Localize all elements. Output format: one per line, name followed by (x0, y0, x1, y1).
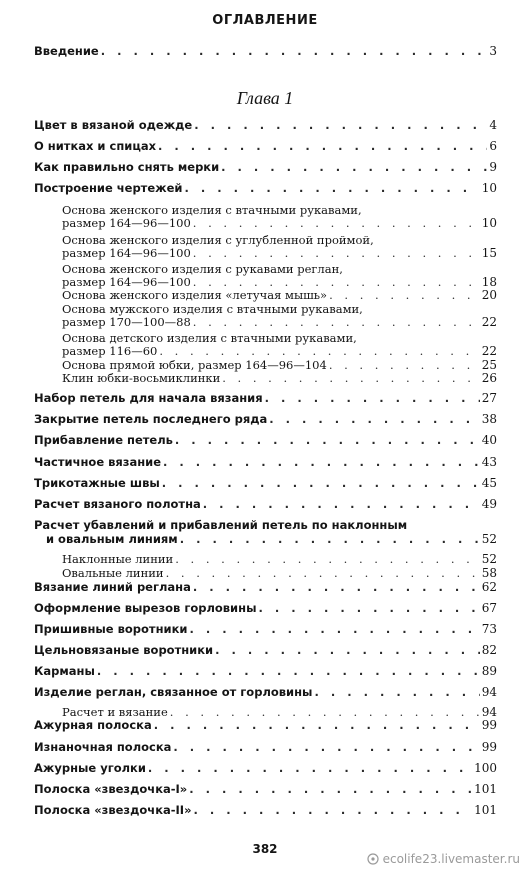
toc-entry-page: 4 (489, 118, 497, 132)
toc-entry (34, 803, 497, 817)
toc-entry-label: Прибавление петель (34, 433, 173, 447)
toc-subentry (62, 216, 497, 230)
toc-entry-page: 9 (489, 160, 497, 174)
toc-subentry-page: 58 (481, 566, 497, 580)
watermark (367, 852, 520, 866)
toc-entry-page: 27 (481, 391, 497, 405)
toc-entry (34, 601, 497, 615)
toc-subentry (62, 246, 497, 260)
dot-leader (175, 433, 480, 447)
dot-leader (173, 740, 479, 754)
toc-entry-label: Трикотажные швы (34, 476, 160, 490)
toc-entry-page: 40 (481, 433, 497, 447)
toc-subentry-page: 26 (481, 371, 497, 385)
toc-subentry-label: Клин юбки-восьмиклинки (62, 371, 221, 385)
dot-leader (184, 181, 479, 195)
watermark-text: ecolife23.livemaster.ru (382, 852, 520, 866)
toc-subentry-page: 15 (481, 246, 497, 260)
dot-leader (175, 552, 480, 566)
toc-subentry-line1: Основа женского изделия с рукавами реглан, (62, 262, 343, 276)
toc-entry-label: Изнаночная полоска (34, 740, 172, 754)
toc-entry (34, 391, 497, 405)
toc-subentry (62, 566, 497, 580)
toc-entry (34, 455, 497, 469)
toc-entry-page: 6 (489, 139, 497, 153)
toc-entry-page: 99 (481, 740, 497, 754)
toc-entry-label: Полоска «звездочка-II» (34, 803, 192, 817)
flower-icon (367, 853, 379, 865)
toc-entry-label: Закрытие петель последнего ряда (34, 412, 268, 426)
toc-entry (34, 685, 497, 699)
toc-entry-label: Набор петель для начала вязания (34, 391, 263, 405)
dot-leader (329, 358, 480, 372)
toc-entry (34, 433, 497, 447)
dot-leader (193, 315, 480, 329)
dot-leader (166, 566, 480, 580)
toc-subentry (62, 288, 497, 302)
toc-entry-page: 45 (481, 476, 497, 490)
dot-leader (265, 391, 480, 405)
toc-subentry (62, 344, 497, 358)
toc-entry (34, 118, 497, 132)
toc-entry-page: 100 (474, 761, 497, 775)
dot-leader (194, 803, 473, 817)
toc-subentry-page: 94 (481, 705, 497, 719)
page-number: 382 (252, 842, 278, 856)
toc-subentry-label: размер 164—96—100 (62, 216, 191, 230)
toc-entry-label: Построение чертежей (34, 181, 183, 195)
toc-entry (34, 160, 497, 174)
toc-entry-page: 89 (481, 664, 497, 678)
toc-entry (34, 497, 497, 511)
toc-entry-page: 73 (481, 622, 497, 636)
toc-entry (34, 181, 497, 195)
dot-leader (314, 685, 479, 699)
dot-leader (203, 497, 480, 511)
toc-subentry (62, 705, 497, 719)
toc-entry-page: 43 (481, 455, 497, 469)
toc-subentry-page: 52 (481, 552, 497, 566)
toc-subentry (62, 552, 497, 566)
toc-entry-page: 10 (481, 181, 497, 195)
toc-entry (34, 412, 497, 426)
toc-entry-label: Изделие реглан, связанное от горловины (34, 685, 313, 699)
toc-subentry-line1: Основа женского изделия с углубленной проймой, (62, 233, 374, 247)
dot-leader (148, 761, 472, 775)
toc-entry-label: Как правильно снять мерки (34, 160, 220, 174)
toc-entry-label: Введение (34, 44, 99, 58)
toc-entry (34, 718, 497, 732)
toc-subentry-page: 18 (481, 275, 497, 289)
toc-subentry-page: 22 (481, 344, 497, 358)
dot-leader (189, 782, 472, 796)
toc-subentry-label: размер 164—96—100 (62, 246, 191, 260)
dot-leader (193, 580, 480, 594)
toc-entry (34, 476, 497, 490)
toc-entry (34, 740, 497, 754)
dot-leader (170, 705, 480, 719)
dot-leader (221, 160, 487, 174)
toc-entry-page: 38 (481, 412, 497, 426)
toc-entry-page: 62 (481, 580, 497, 594)
toc-entry (34, 139, 497, 153)
toc-subentry-label: Овальные линии (62, 566, 164, 580)
dot-leader (180, 532, 480, 546)
dot-leader (193, 275, 480, 289)
toc-subentry-label: размер 116—60 (62, 344, 158, 358)
toc-entry-page: 49 (481, 497, 497, 511)
toc-subentry-label: размер 170—100—88 (62, 315, 191, 329)
dot-leader (258, 601, 479, 615)
dot-leader (101, 44, 488, 58)
toc-entry-label: Пришивные воротники (34, 622, 188, 636)
toc-entry-label: Цвет в вязаной одежде (34, 118, 193, 132)
toc-entry-page: 101 (474, 782, 497, 796)
toc-entry-label: Вязание линий реглана (34, 580, 191, 594)
toc-subentry (62, 358, 497, 372)
dot-leader (158, 139, 487, 153)
toc-entry (34, 782, 497, 796)
toc-entry-intro (34, 44, 497, 58)
toc-entry (34, 532, 497, 546)
chapter-heading: Глава 1 (236, 88, 294, 108)
toc-entry-page: 101 (474, 803, 497, 817)
toc-entry-label: Ажурная полоска (34, 718, 152, 732)
toc-heading: ОГЛАВЛЕНИЕ (212, 13, 318, 28)
toc-entry-label: Оформление вырезов горловины (34, 601, 257, 615)
dot-leader (329, 288, 480, 302)
toc-subentry-page: 20 (481, 288, 497, 302)
dot-leader (269, 412, 479, 426)
toc-entry-page: 94 (481, 685, 497, 699)
dot-leader (159, 344, 479, 358)
toc-entry (34, 622, 497, 636)
toc-subentry-page: 22 (481, 315, 497, 329)
toc-subentry (62, 275, 497, 289)
toc-subentry-label: Основа прямой юбки, размер 164—96—104 (62, 358, 327, 372)
toc-entry-label: Полоска «звездочка-I» (34, 782, 188, 796)
toc-entry-label: Карманы (34, 664, 95, 678)
dot-leader (193, 246, 480, 260)
toc-entry (34, 664, 497, 678)
toc-entry-page: 67 (481, 601, 497, 615)
toc-entry-page: 99 (481, 718, 497, 732)
toc-subentry-line1: Основа детского изделия с втачными рукавами, (62, 331, 357, 345)
dot-leader (162, 476, 480, 490)
toc-subentry-label: размер 164—96—100 (62, 275, 191, 289)
toc-subentry-label: Расчет и вязание (62, 705, 168, 719)
toc-subentry-page: 10 (481, 216, 497, 230)
dot-leader (163, 455, 480, 469)
toc-subentry-line1: Основа женского изделия с втачными рукавами, (62, 203, 362, 217)
toc-subentry-line1: Основа мужского изделия с втачными рукавами, (62, 302, 363, 316)
dot-leader (189, 622, 479, 636)
toc-entry-label: Расчет вязаного полотна (34, 497, 201, 511)
toc-entry-label: Ажурные уголки (34, 761, 146, 775)
toc-entry (34, 643, 497, 657)
toc-entry-page: 82 (481, 643, 497, 657)
toc-entry-label: О нитках и спицах (34, 139, 157, 153)
toc-entry-page: 52 (481, 532, 497, 546)
toc-subentry-label: Основа женского изделия «летучая мышь» (62, 288, 328, 302)
dot-leader (215, 643, 480, 657)
dot-leader (194, 118, 487, 132)
toc-entry-label: и овальным линиям (46, 532, 178, 546)
toc-entry-label: Цельновязаные воротники (34, 643, 214, 657)
toc-entry-label: Частичное вязание (34, 455, 162, 469)
dot-leader (193, 216, 480, 230)
toc-subentry (62, 315, 497, 329)
toc-subentry (62, 371, 497, 385)
toc-entry-page: 3 (489, 44, 497, 58)
toc-entry (34, 761, 497, 775)
dot-leader (97, 664, 480, 678)
toc-subentry-label: Наклонные линии (62, 552, 174, 566)
toc-entry (34, 580, 497, 594)
dot-leader (222, 371, 479, 385)
dot-leader (154, 718, 480, 732)
toc-entry-line1: Расчет убавлений и прибавлений петель по наклонным (34, 518, 408, 532)
toc-subentry-page: 25 (481, 358, 497, 372)
